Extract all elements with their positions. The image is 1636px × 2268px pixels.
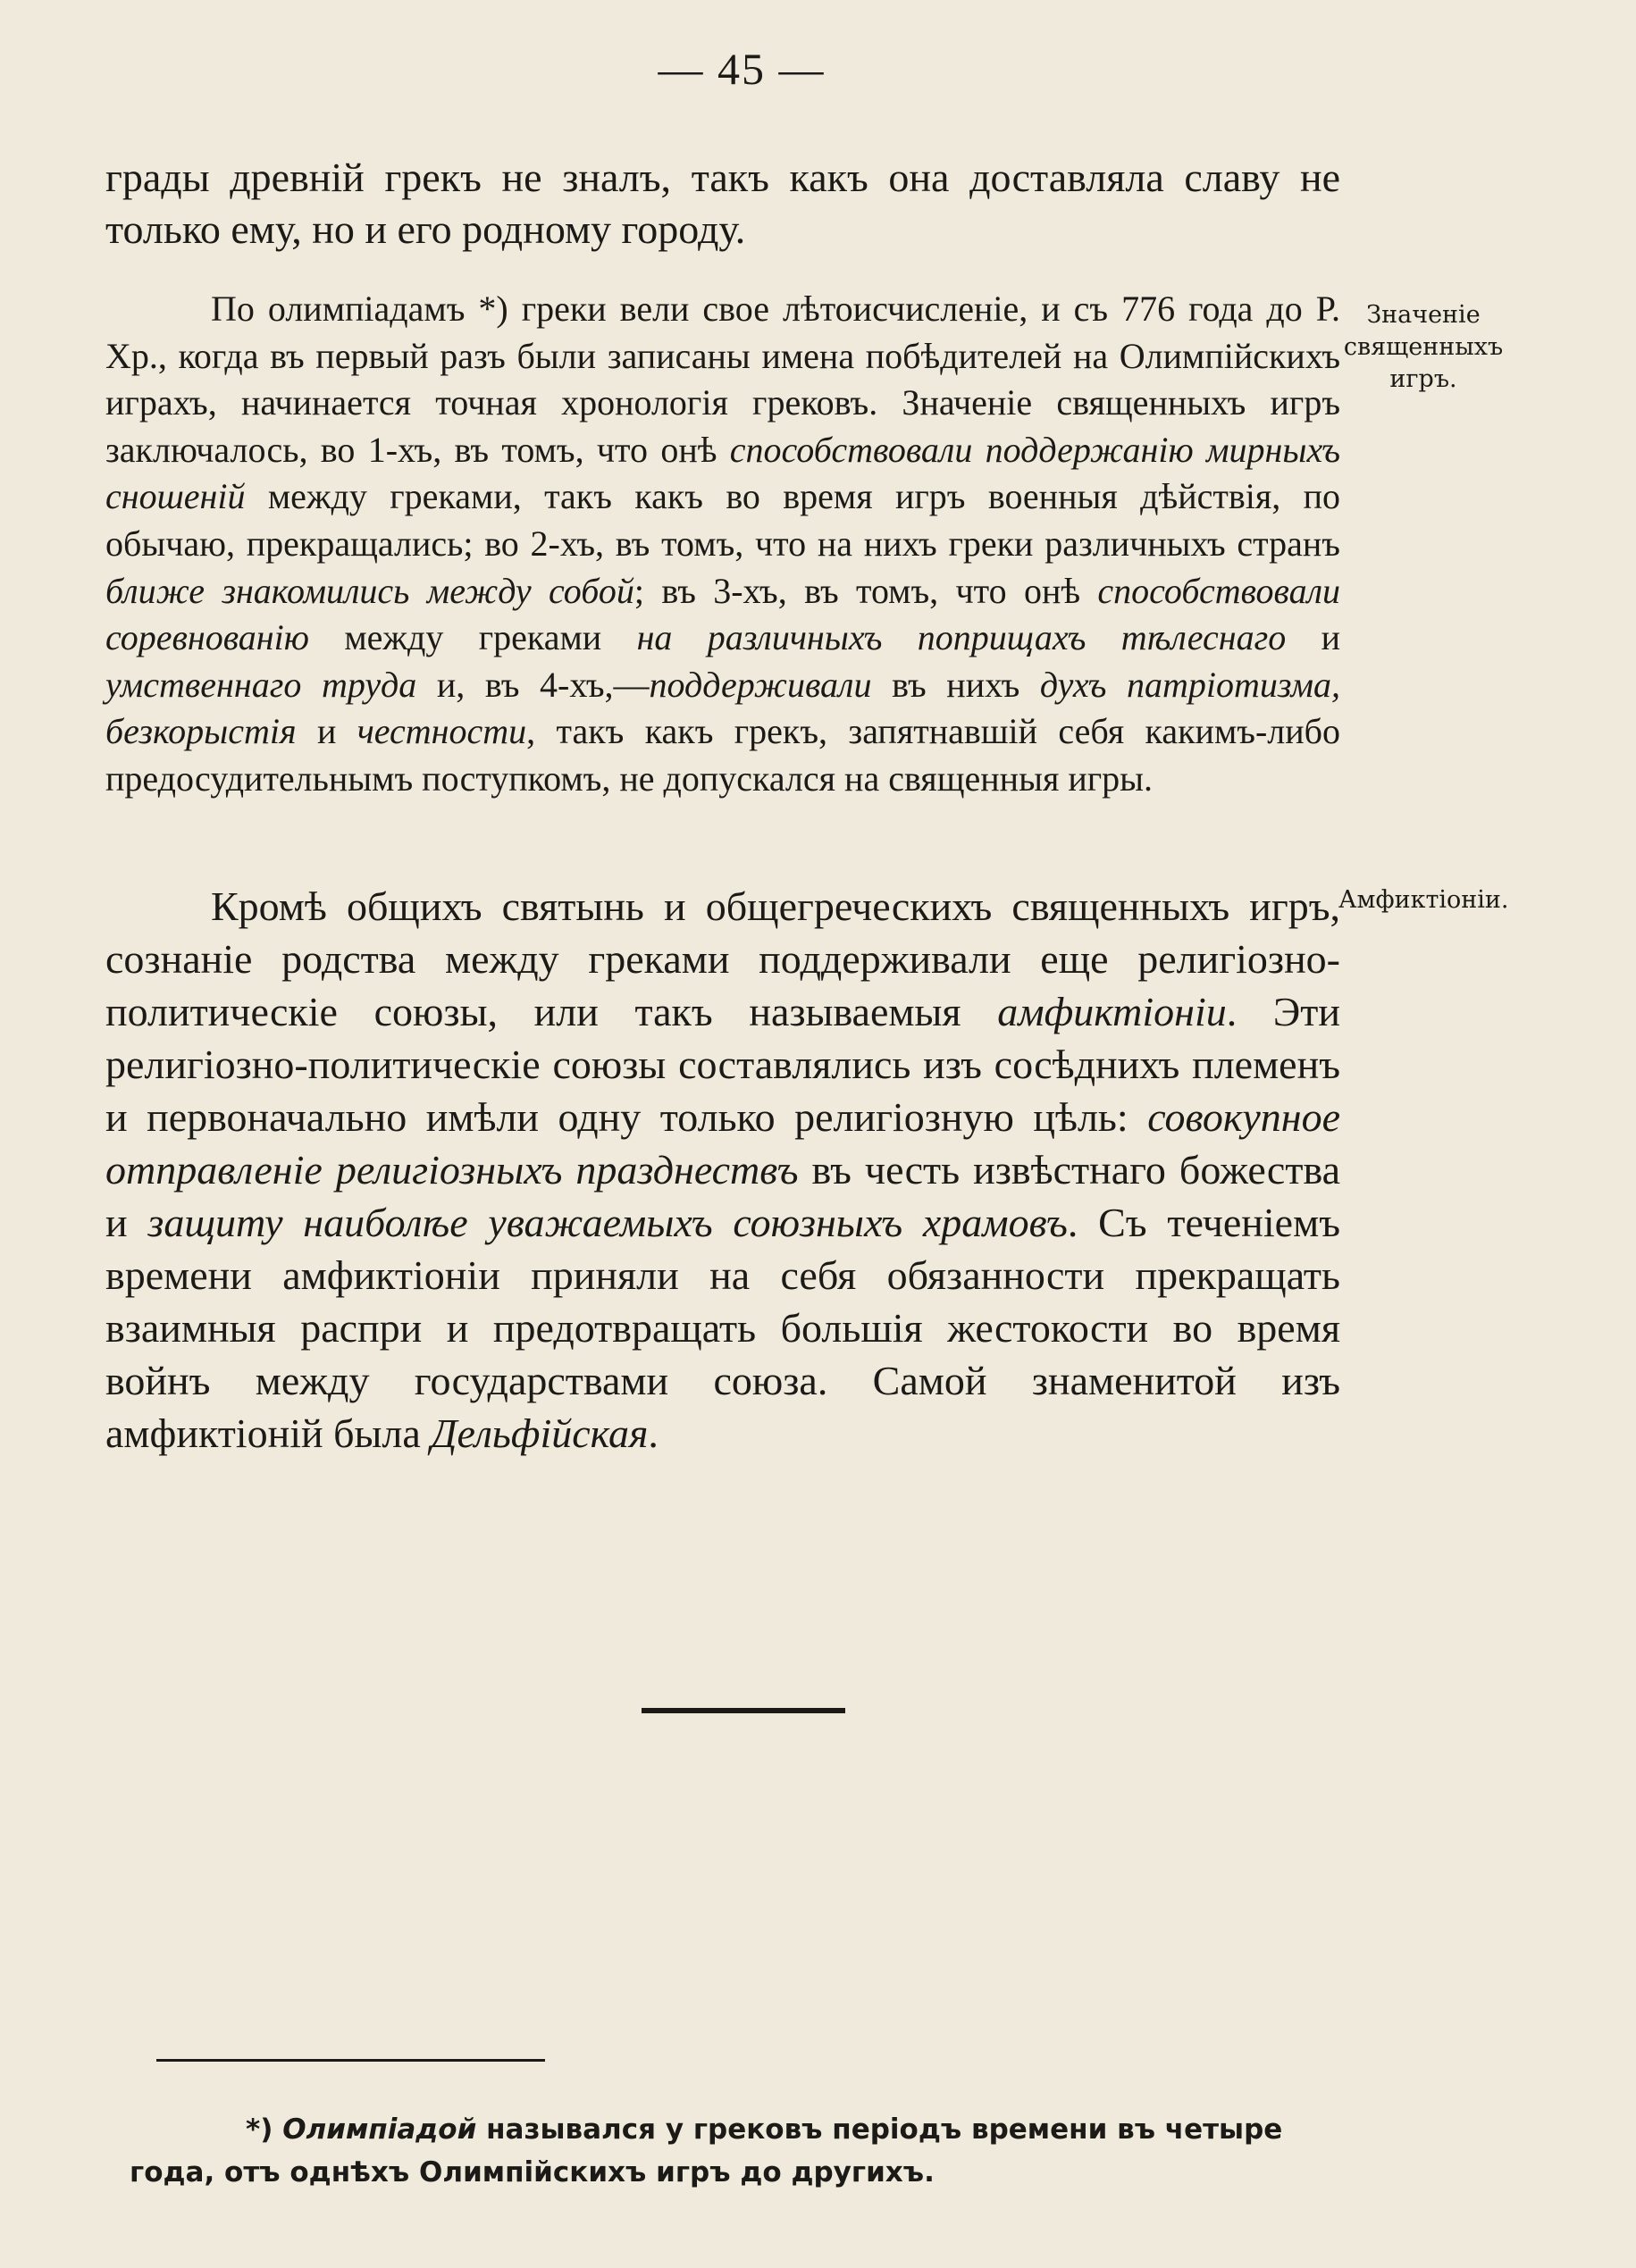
p2-text-4: между греками [308,617,637,658]
section-divider [642,1708,845,1713]
p2-emphasis-2: ближе знакомились между собой [105,570,634,611]
footnote [130,2108,1363,2194]
p2-text-9: , такъ какъ грекъ, запятнавшій себя какимъ-либо предосудительнымъ поступкомъ, не допускался на священныя игры. [105,711,1340,799]
p3-text-5: . [648,1410,659,1456]
footnote-text: назывался у грековъ періодъ времени въ четыре года, отъ однѣхъ Олимпійскихъ игръ до другихъ. [130,2113,1283,2188]
page-number: — 45 — [658,44,826,94]
p3-text-4: . Съ теченіемъ времени амфиктіоніи приняли на себя обязанности прекращать взаимныя распри и предотвращать большія жестокости во время войнъ между государствами союза. Самой знаменитой изъ амфиктіоній была [105,1200,1340,1456]
p3-emphasis-1: амфиктіоніи [997,989,1227,1034]
p2-text-8: и [296,711,357,752]
p2-text-7: въ нихъ [871,664,1040,705]
paragraph-2 [105,286,1340,803]
p2-text-6: и, въ 4-хъ,— [416,664,650,705]
margin-note-amphictyonies: Амфиктіоніи. [1338,886,1509,914]
p2-emphasis-5: умственнаго труда [105,664,417,705]
p2-text-5: и [1286,617,1341,658]
p2-text-3: ; въ 3-хъ, въ томъ, что онѣ [633,570,1098,611]
paragraph-1: грады древній грекъ не зналъ, такъ какъ она доставляла славу не только ему, но и его родному городу. [105,155,1340,252]
p2-emphasis-8: честности [357,711,527,752]
paragraph-3 [105,880,1340,1460]
p2-emphasis-3: способствовали соревнованію [105,570,1341,658]
p3-text-2: . Эти религіозно-политическіе союзы составлялись изъ сосѣднихъ племенъ и первоначально имѣли одну только религіозную цѣль: [105,989,1340,1140]
p2-text-1: По олимпіадамъ *) греки вели свое лѣтоисчисленіе, и съ 776 года до Р. Хр., когда въ первый разъ были записаны имена побѣдителей на Олимпійскихъ играхъ, начинается точная хронологія грековъ. Значеніе священныхъ игръ заключалось, во 1-хъ, въ томъ, что онѣ [105,289,1340,470]
p2-text-2: между греками, такъ какъ во время игръ военныя дѣйствія, по обычаю, прекращались; во 2-хъ, въ томъ, что на нихъ греки различныхъ странъ [105,476,1340,564]
p2-emphasis-7: духъ патріотизма, безкорыстія [105,664,1341,752]
p2-emphasis-6: поддерживали [649,664,872,705]
p3-emphasis-2: совокупное отправленіе религіозныхъ празднествъ [105,1094,1340,1193]
p3-emphasis-3: защиту наиболѣе уважаемыхъ союзныхъ храмовъ [147,1200,1068,1245]
footnote-marker: *) [246,2113,273,2146]
footnote-divider [156,2059,545,2062]
margin-note-sacred-games: Значеніе священныхъ игръ. [1343,301,1504,393]
p3-emphasis-4: Дельфійская [431,1410,649,1456]
p3-text-1: Кромѣ общихъ святынь и общегреческихъ священныхъ игръ, сознаніе родства между греками поддерживали еще религіозно-политическіе союзы, или такъ называемыя [105,883,1340,1034]
p3-text-3: въ честь извѣстнаго божества и [105,1147,1340,1245]
p2-emphasis-1: способствовали поддержанію мирныхъ сношеній [105,429,1340,517]
p2-emphasis-4: на различныхъ поприщахъ тѣлеснаго [636,617,1287,658]
footnote-term: Олимпіадой [282,2113,477,2146]
